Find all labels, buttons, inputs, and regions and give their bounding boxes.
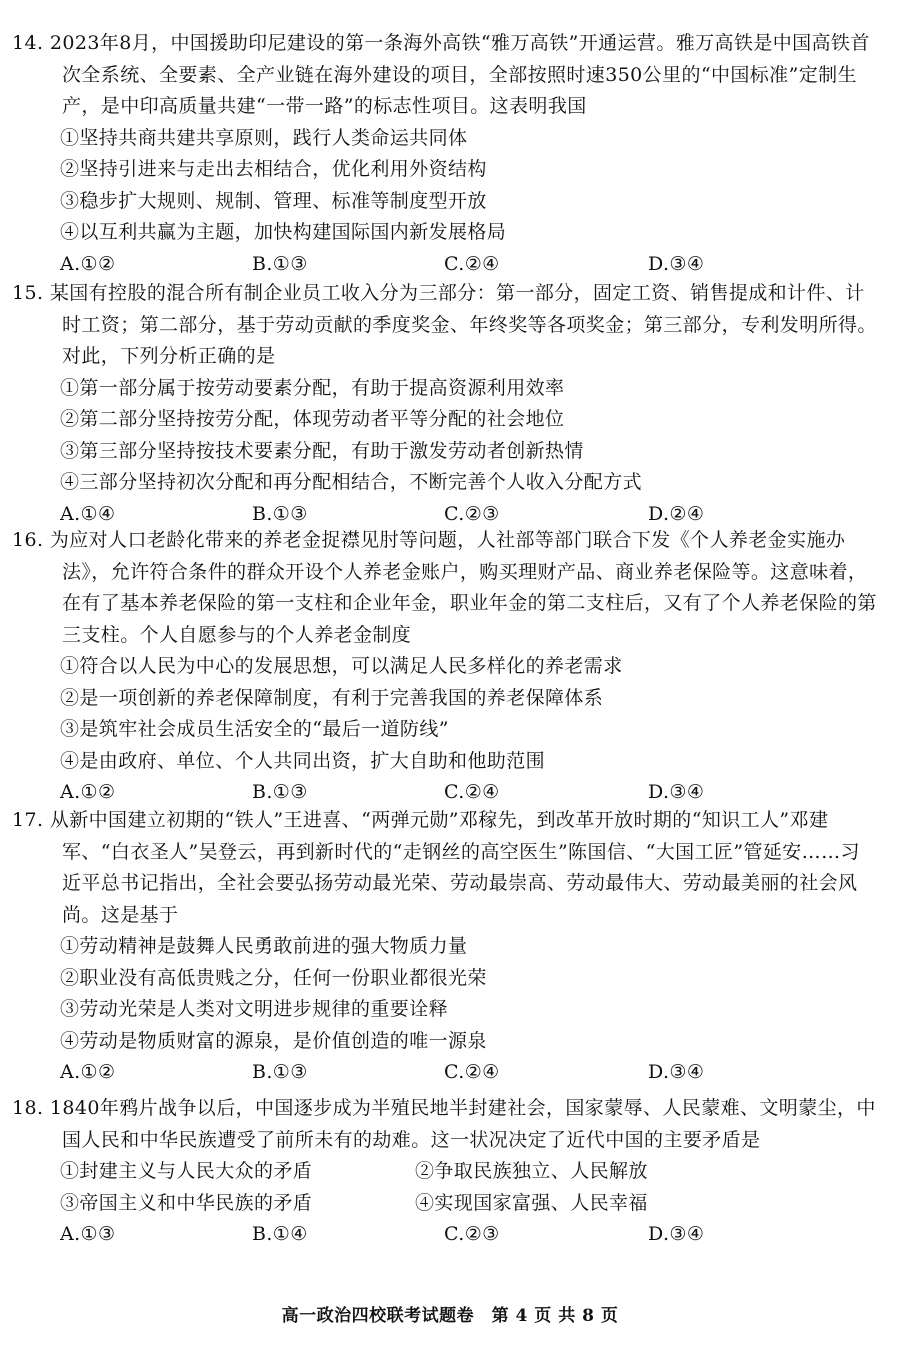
option-item: ④是由政府、单位、个人共同出资，扩大自助和他助范围: [60, 749, 546, 772]
choice-c: C.②④: [444, 252, 500, 275]
question-16: [0, 525, 900, 809]
choice-a: A.①④: [60, 502, 116, 525]
choice-b: B.①③: [252, 781, 308, 803]
question-17: [0, 805, 900, 1089]
answer-choices: [0, 1057, 900, 1089]
option-list: [0, 931, 900, 1057]
option-item: ④以互利共赢为主题，加快构建国际国内新发展格局: [60, 221, 507, 243]
choice-a: A.①③: [60, 1223, 116, 1245]
question-stem: 17. 从新中国建立初期的“铁人”王进喜、“两弹元勋”邓稼先，到改革开放时期的“知识工人”邓建军、“白衣圣人”吴登云，再到新时代的“走钢丝的高空医生”陈国信、“大国工匠”管延安……习近平总书记指出，全社会要弘扬劳动最光荣、劳动最崇高、劳动最伟大、劳动最美丽的社会风尚。这是基于: [12, 809, 860, 926]
option-item: ①坚持共商共建共享原则，践行人类命运共同体: [60, 126, 468, 149]
question-18: [0, 1093, 900, 1251]
choice-d: D.③④: [648, 781, 705, 803]
option-item: ④实现国家富强、人民幸福: [415, 1191, 648, 1214]
question-stem: 15. 某国有控股的混合所有制企业员工收入分为三部分：第一部分，固定工资、销售提成和计件、计时工资；第二部分，基于劳动贡献的季度奖金、年终奖等各项奖金；第三部分，专利发明所得。对此，下列分析正确的是: [12, 282, 877, 367]
option-item: ④劳动是物质财富的源泉，是价值创造的唯一源泉: [60, 1029, 487, 1052]
option-item: ③稳步扩大规则、规制、管理、标准等制度型开放: [60, 189, 487, 212]
option-item: ④三部分坚持初次分配和再分配相结合，不断完善个人收入分配方式: [60, 471, 643, 493]
option-item: ①第一部分属于按劳动要素分配，有助于提高资源利用效率: [60, 376, 565, 399]
option-item: ③第三部分坚持按技术要素分配，有助于激发劳动者创新热情: [60, 439, 584, 462]
option-list: [0, 373, 900, 499]
choice-d: D.③④: [648, 1223, 705, 1245]
option-item: ③是筑牢社会成员生活安全的“最后一道防线”: [60, 718, 449, 740]
option-item: ①劳动精神是鼓舞人民勇敢前进的强大物质力量: [60, 935, 468, 957]
answer-choices: [0, 777, 900, 809]
choice-c: C.②④: [444, 1061, 500, 1083]
question-15: [0, 278, 900, 530]
choice-b: B.①③: [252, 502, 308, 525]
option-list: [0, 651, 900, 777]
answer-choices: [0, 1219, 900, 1251]
option-item: ②是一项创新的养老保障制度，有利于完善我国的养老保障体系: [60, 686, 604, 709]
choice-a: A.①②: [60, 1061, 116, 1083]
option-item: ①符合以人民为中心的发展思想，可以满足人民多样化的养老需求: [60, 655, 623, 677]
option-item: ①封建主义与人民大众的矛盾: [60, 1160, 313, 1182]
question-stem: 14. 2023年8月，中国援助印尼建设的第一条海外高铁“雅万高铁”开通运营。雅万高铁是中国高铁首次全系统、全要素、全产业链在海外建设的项目，全部按照时速350公里的“中国标准”定制生产，是中印高质量共建“一带一路”的标志性项目。这表明我国: [12, 32, 870, 117]
option-item: ③帝国主义和中华民族的矛盾: [60, 1191, 313, 1214]
choice-d: D.②④: [648, 502, 705, 525]
choice-c: C.②③: [444, 502, 500, 525]
choice-b: B.①④: [252, 1223, 308, 1245]
option-grid: [0, 1156, 900, 1219]
choice-b: B.①③: [252, 1061, 308, 1083]
option-item: ②职业没有高低贵贱之分，任何一份职业都很光荣: [60, 966, 487, 989]
question-14: [0, 28, 900, 280]
question-stem: 18. 1840年鸦片战争以后，中国逐步成为半殖民地半封建社会，国家蒙辱、人民蒙难、文明蒙尘，中国人民和中华民族遭受了前所未有的劫难。这一状况决定了近代中国的主要矛盾是: [12, 1097, 876, 1151]
choice-c: C.②③: [444, 1223, 500, 1245]
option-list: [0, 123, 900, 249]
option-item: ②坚持引进来与走出去相结合，优化利用外资结构: [60, 158, 487, 180]
option-item: ③劳动光荣是人类对文明进步规律的重要诠释: [60, 998, 449, 1020]
option-item: ②争取民族独立、人民解放: [415, 1160, 648, 1182]
choice-a: A.①②: [60, 252, 116, 275]
choice-d: D.③④: [648, 252, 705, 275]
choice-d: D.③④: [648, 1061, 705, 1083]
option-item: ②第二部分坚持按劳分配，体现劳动者平等分配的社会地位: [60, 408, 565, 430]
answer-choices: [0, 249, 900, 281]
question-stem: 16. 为应对人口老龄化带来的养老金捉襟见肘等问题，人社部等部门联合下发《个人养老金实施办法》，允许符合条件的群众开设个人养老金账户，购买理财产品、商业养老保险等。这意味着，在有了基本养老保险的第一支柱和企业年金，职业年金的第二支柱后，又有了个人养老保险的第三支柱。个人自愿参与的个人养老金制度: [12, 529, 877, 646]
choice-c: C.②④: [444, 781, 500, 803]
page-footer: 高一政治四校联考试题卷 第 4 页 共 8 页: [281, 1306, 619, 1326]
choice-b: B.①③: [252, 252, 308, 275]
choice-a: A.①②: [60, 781, 116, 803]
